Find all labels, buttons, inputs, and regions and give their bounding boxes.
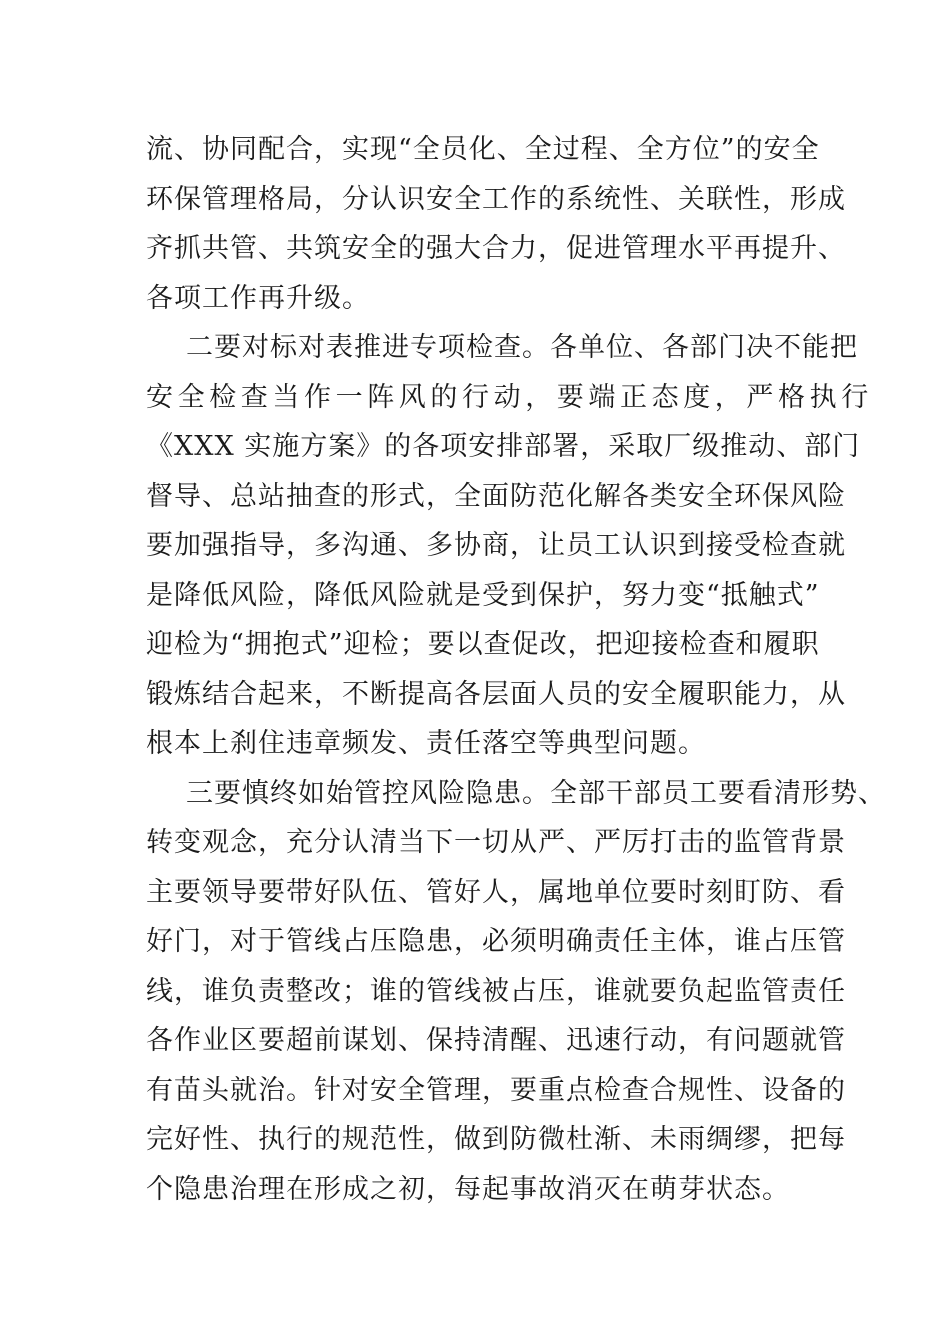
text-line: 各作业区要超前谋划、保持清醒、迅速行动，有问题就管 <box>146 1025 846 1056</box>
text-line: 有苗头就治。针对安全管理，要重点检查合规性、设备的 <box>146 1074 846 1106</box>
text-line: 完好性、执行的规范性，做到防微杜渐、未雨绸缪，把每 <box>146 1124 846 1155</box>
text-line: 线，谁负责整改；谁的管线被占压，谁就要负起监管责任 <box>146 975 846 1007</box>
paragraph-start-line: 二要对标对表推进专项检查。各单位、各部门决不能把 <box>186 332 858 363</box>
text-line: 是降低风险，降低风险就是受到保护，努力变“抵触式” <box>146 579 820 611</box>
text-line: 个隐患治理在形成之初，每起事故消灭在萌芽状态。 <box>146 1173 790 1205</box>
text-line: 好门，对于管线占压隐患，必须明确责任主体，谁占压管 <box>146 926 846 957</box>
body-text <box>146 125 886 1214</box>
text-line: 各项工作再升级。 <box>146 282 370 314</box>
text-line: 环保管理格局，分认识安全工作的系统性、关联性，形成 <box>146 183 846 215</box>
text-line: 主要领导要带好队伍、管好人，属地单位要时刻盯防、看 <box>146 876 846 908</box>
text-line: 根本上刹住违章频发、责任落空等典型问题。 <box>146 728 706 759</box>
text-line: 齐抓共管、共筑安全的强大合力，促进管理水平再提升、 <box>146 233 846 264</box>
text-line: 转变观念，充分认清当下一切从严、严厉打击的监管背景 <box>146 827 846 858</box>
text-line: 安全检查当作一阵风的行动，要端正态度，严格执行 <box>146 381 873 413</box>
text-line: 《XXX 实施方案》的各项安排部署，采取厂级推动、部门 <box>146 431 861 462</box>
text-line: 流、协同配合，实现“全员化、全过程、全方位”的安全 <box>146 134 820 165</box>
paragraph-start-line: 三要慎终如始管控风险隐患。全部干部员工要看清形势、 <box>186 777 886 809</box>
text-line: 迎检为“拥抱式”迎检；要以查促改，把迎接检查和履职 <box>146 629 820 660</box>
text-line: 锻炼结合起来，不断提高各层面人员的安全履职能力，从 <box>146 678 846 710</box>
text-line: 要加强指导，多沟通、多协商，让员工认识到接受检查就 <box>146 530 846 561</box>
text-line: 督导、总站抽查的形式，全面防范化解各类安全环保风险 <box>146 480 846 512</box>
